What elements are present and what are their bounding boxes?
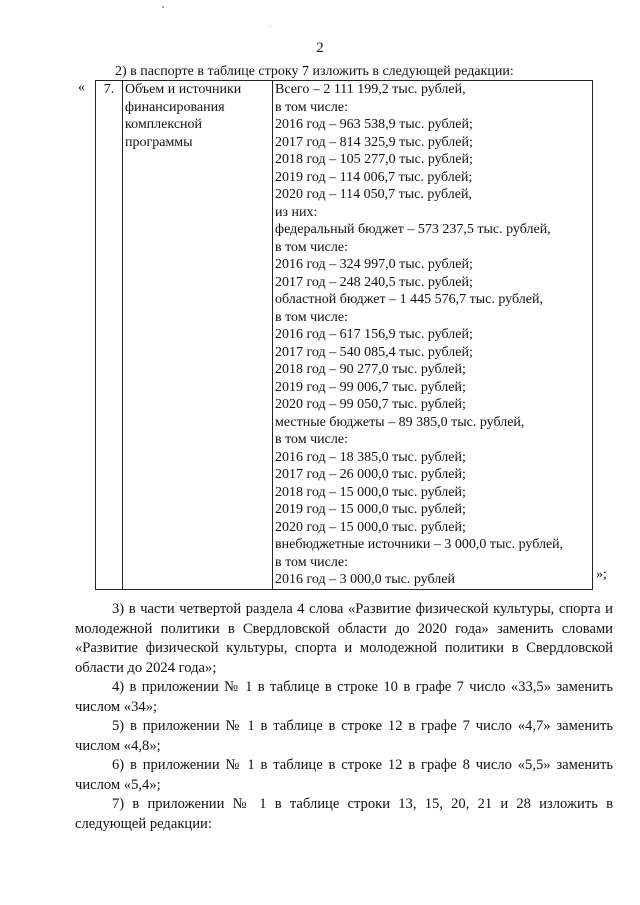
value-line: местные бюджеты – 89 385,0 тыс. рублей, bbox=[275, 414, 525, 430]
scan-speck bbox=[270, 26, 271, 27]
paragraph: 3) в части четвертой раздела 4 слова «Развитие физической культуры, спорта и молодежной политики в Свердловской области до 2020 года» заменить словами «Развитие физической культуры, спорта и молодежной политики в Свердловской области до 2024 года»; bbox=[75, 601, 613, 676]
value-line: 2019 год – 99 006,7 тыс. рублей; bbox=[275, 379, 466, 395]
value-line: Всего – 2 111 199,2 тыс. рублей, bbox=[275, 82, 466, 97]
value-line: 2019 год – 15 000,0 тыс. рублей; bbox=[275, 502, 466, 517]
scan-speck bbox=[162, 6, 164, 8]
value-line: 2016 год – 18 385,0 тыс. рублей; bbox=[275, 449, 466, 465]
value-line: внебюджетные источники – 3 000,0 тыс. рублей, bbox=[275, 537, 564, 552]
table-row bbox=[96, 81, 593, 590]
closing-quote: »; bbox=[596, 567, 607, 582]
row-name-cell bbox=[123, 81, 273, 590]
value-line: 2017 год – 814 325,9 тыс. рублей; bbox=[275, 134, 473, 150]
intro-line: 2) в паспорте в таблице строку 7 изложить в следующей редакции: bbox=[115, 64, 514, 79]
amendment-paragraphs bbox=[75, 600, 613, 834]
value-line: из них: bbox=[275, 204, 318, 220]
row-value-cell bbox=[273, 81, 593, 590]
value-line: в том числе: bbox=[275, 432, 348, 447]
value-line: 2018 год – 90 277,0 тыс. рублей; bbox=[275, 362, 466, 377]
value-line: 2017 год – 540 085,4 тыс. рублей; bbox=[275, 344, 473, 360]
value-line: 2016 год – 324 997,0 тыс. рублей; bbox=[275, 257, 473, 272]
value-line: 2016 год – 963 538,9 тыс. рублей; bbox=[275, 117, 473, 132]
value-line: в том числе: bbox=[275, 239, 348, 255]
value-line: в том числе: bbox=[275, 554, 348, 570]
value-line: 2020 год – 99 050,7 тыс. рублей; bbox=[275, 397, 466, 412]
paragraph: 6) в приложении № 1 в таблице в строке 12 в графе 8 число «5,5» заменить числом «5,4»; bbox=[75, 757, 613, 793]
value-line: 2018 год – 15 000,0 тыс. рублей; bbox=[275, 484, 466, 500]
row-number-cell bbox=[96, 81, 123, 590]
opening-quote: « bbox=[78, 80, 85, 95]
name-line: финансирования bbox=[125, 99, 225, 115]
value-line: 2017 год – 248 240,5 тыс. рублей; bbox=[275, 274, 473, 290]
paragraph: 7) в приложении № 1 в таблице строки 13, 15, 20, 21 и 28 изложить в следующей редакции: bbox=[75, 796, 613, 832]
value-line: 2019 год – 114 006,7 тыс. рублей; bbox=[275, 169, 473, 185]
value-line: федеральный бюджет – 573 237,5 тыс. рублей, bbox=[275, 222, 551, 237]
page-number: 2 bbox=[316, 40, 324, 56]
value-line: 2016 год – 3 000,0 тыс. рублей bbox=[275, 572, 455, 587]
value-line: 2020 год – 114 050,7 тыс. рублей, bbox=[275, 187, 472, 202]
name-line: программы bbox=[125, 134, 193, 150]
paragraph: 5) в приложении № 1 в таблице в строке 12 в графе 7 число «4,7» заменить числом «4,8»; bbox=[75, 718, 613, 754]
value-line: 2016 год – 617 156,9 тыс. рублей; bbox=[275, 327, 473, 342]
name-line: Объем и источники bbox=[125, 82, 242, 97]
paragraph: 4) в приложении № 1 в таблице в строке 10 в графе 7 число «33,5» заменить числом «34»; bbox=[75, 679, 613, 715]
value-line: в том числе: bbox=[275, 99, 348, 115]
name-line: комплексной bbox=[125, 117, 203, 132]
value-line: 2017 год – 26 000,0 тыс. рублей; bbox=[275, 467, 466, 482]
value-line: 2020 год – 15 000,0 тыс. рублей; bbox=[275, 519, 466, 535]
value-line: 2018 год – 105 277,0 тыс. рублей; bbox=[275, 152, 473, 167]
passport-table bbox=[95, 80, 593, 590]
value-line: в том числе: bbox=[275, 309, 348, 325]
row-number: 7. bbox=[103, 82, 115, 97]
value-line: областной бюджет – 1 445 576,7 тыс. рублей, bbox=[275, 292, 543, 307]
